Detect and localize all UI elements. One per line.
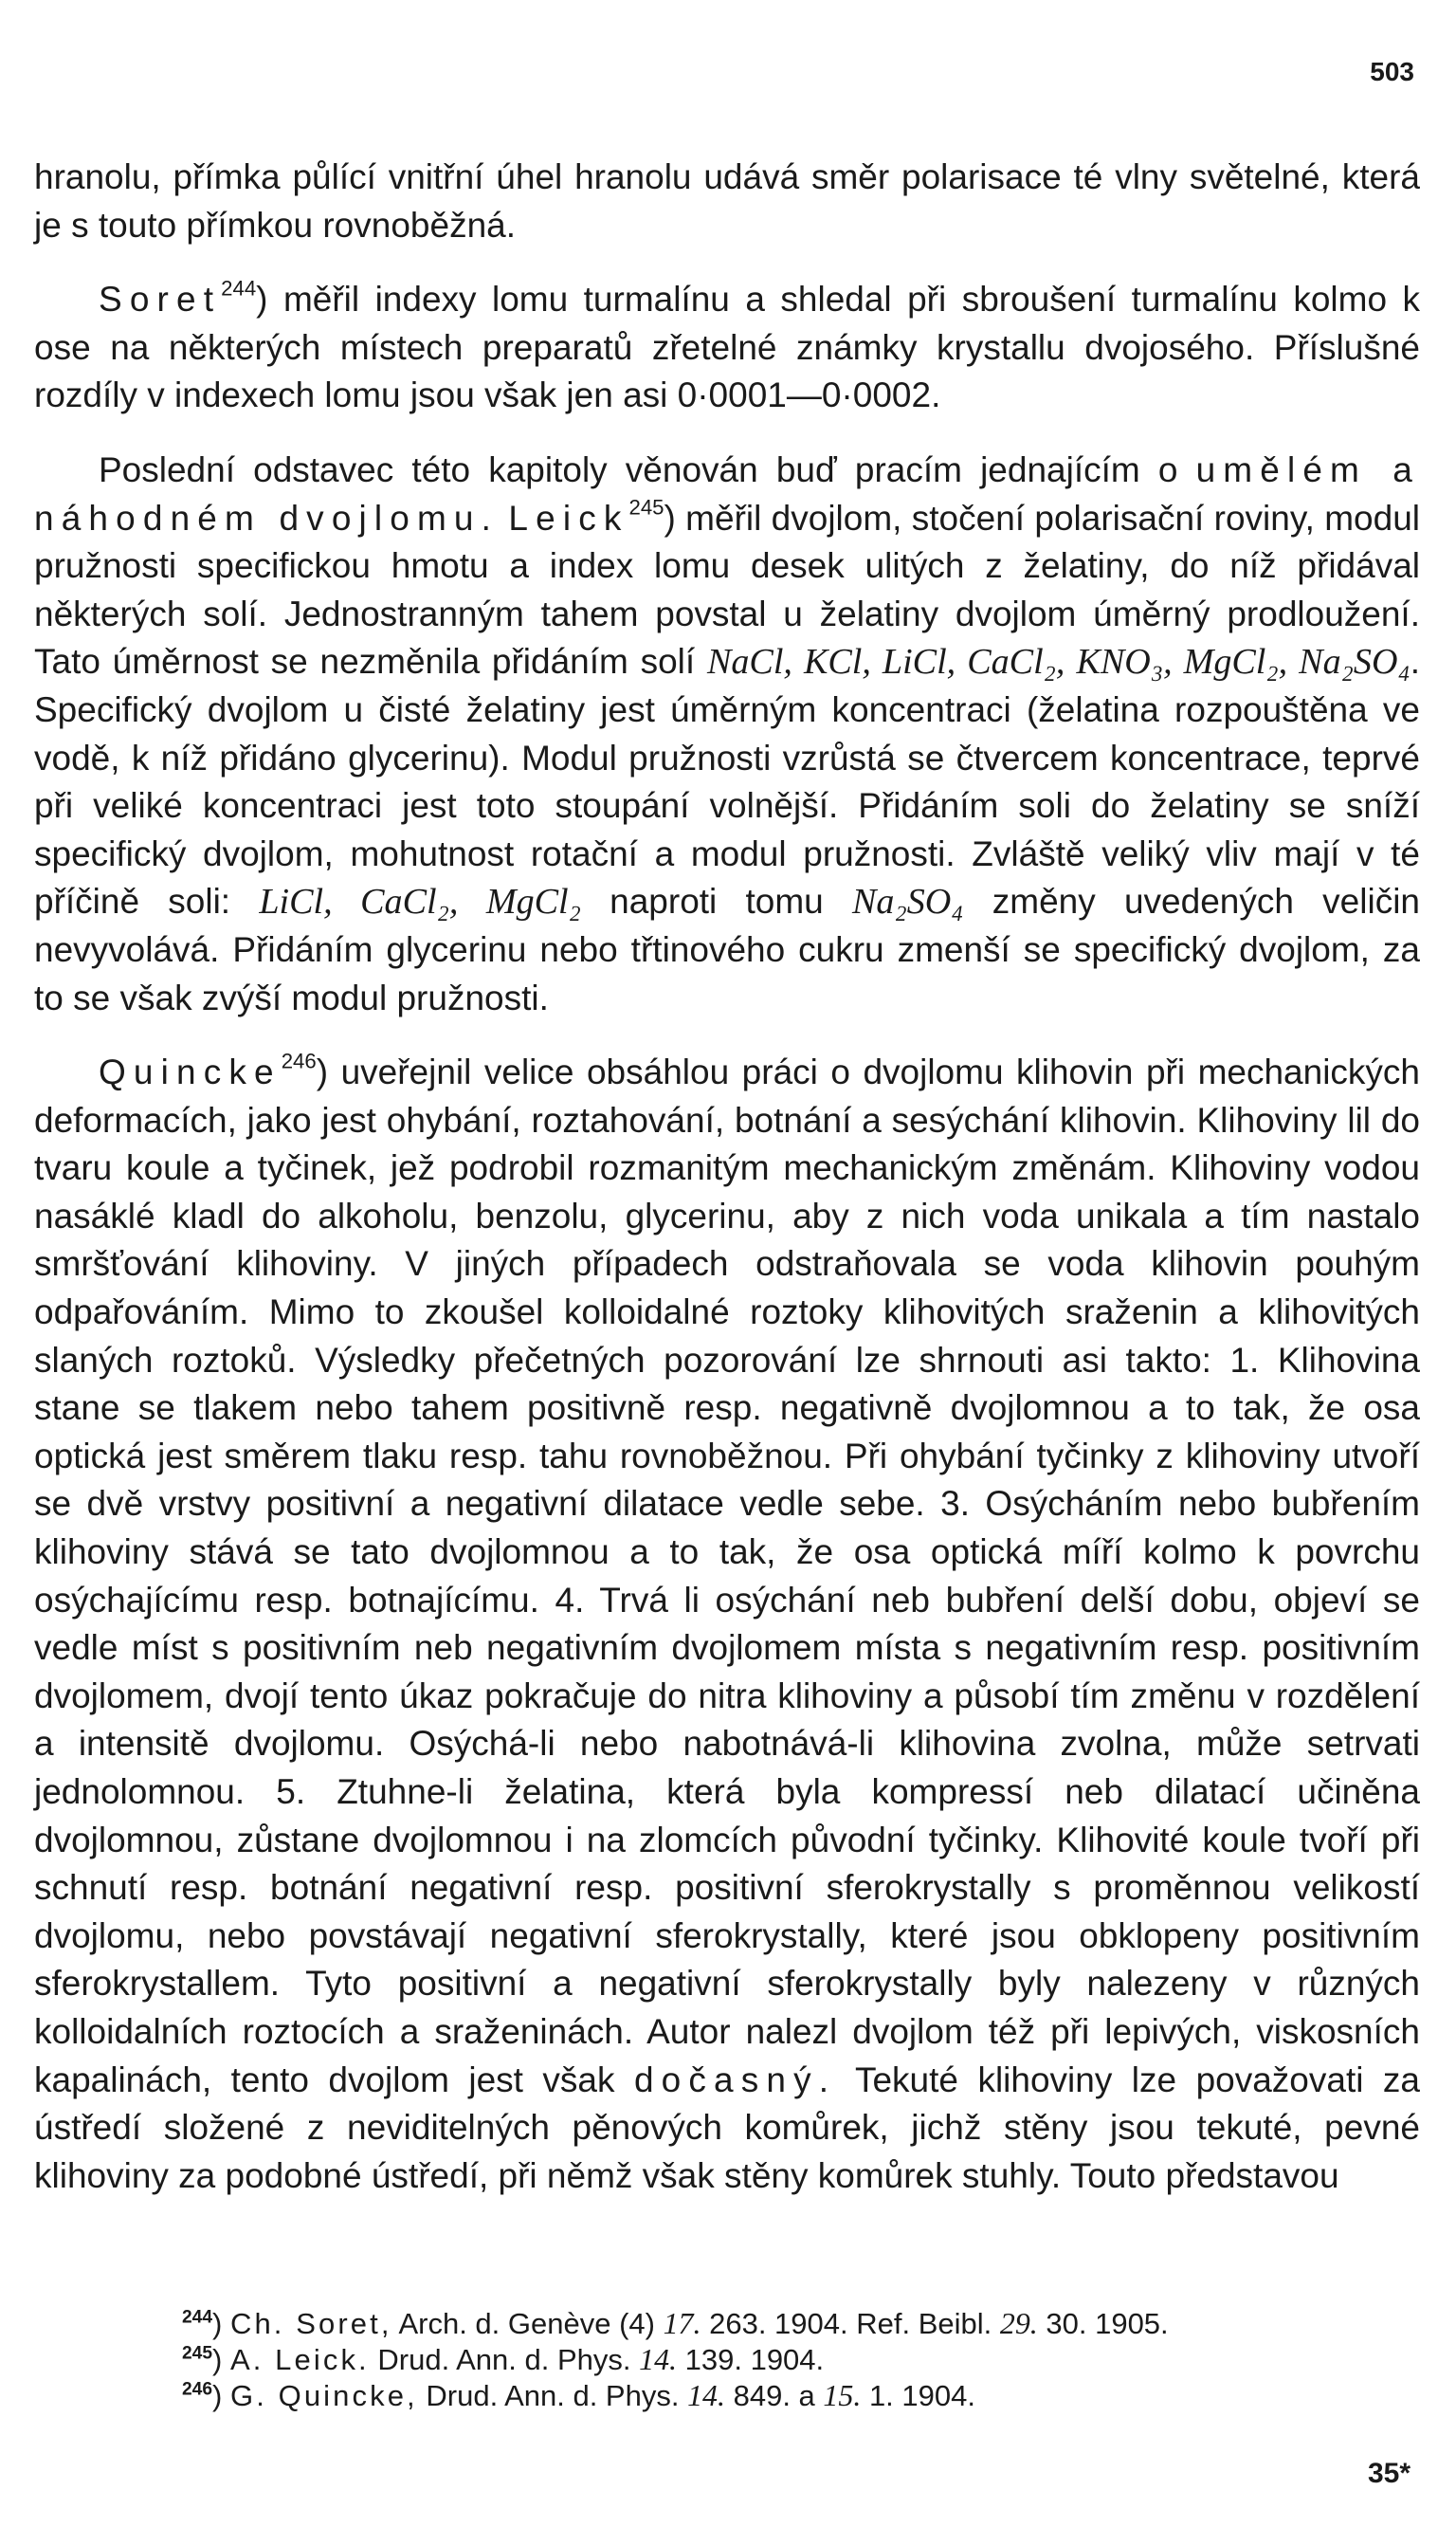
paragraph-3-text-3: . Specifický dvojlom u čisté želatiny jest úměrným koncentraci (želatina rozpouštěna ve vodě, k níž přidáno glycerinu). Modul pružnosti vzrůstá se čtvercem koncentrace, teprvé při veliké koncentraci jest toto stoupání volnější. Přidáním soli do želatiny se sníží specifický dvojlom, mohutnost rotační a modul pružnosti. Zvláště veliký vliv mají v té příčině soli: [34,642,1421,922]
footnote-rest: 849. a [725,2379,824,2412]
paragraph-3-text-1: Poslední odstavec této kapitoly věnován buď pracím jednajícím o [99,449,1196,489]
paragraph-3 [34,447,1420,1022]
footnote-volume: 17. [663,2307,701,2340]
footnotes [182,2306,1414,2414]
salt-list: NaCl, KCl, LiCl, CaCl₂, KNO₃, MgCl₂, Na₂SO₄ [706,642,1410,683]
footnote-mark: 246 [182,2379,213,2400]
footnote-author: Ch. Soret, [229,2307,392,2340]
footnote-rest-2: 30. 1905. [1037,2307,1169,2340]
paragraph-1-text: hranolu, přímka půlící vnitřní úhel hranolu udává směr polarisace té vlny světelné, která je s touto přímkou rovnoběžná. [34,157,1420,245]
footnote-rest-2: 1. 1904. [861,2379,975,2412]
body-text [34,154,1420,2200]
paragraph-3-text-2: ) měřil dvojlom, stočení polarisační roviny, modul pružnosti specifickou hmotu a index lomu desek ulitých z želatiny, do níž přidával některých solí. Jednostranným tahem povstal u želatiny dvojlom úměrný prodloužení. Tato úměrnost se nezměnila přidáním solí [34,498,1420,682]
footnote-text: Drud. Ann. d. Phys. [417,2379,688,2412]
paragraph-4 [34,1049,1420,2200]
author-soret: Soret [99,280,222,320]
salt-list-2: LiCl, CaCl₂, MgCl₂ [259,882,581,923]
footnote-mark: 245 [182,2343,213,2364]
footnote-volume-2: 29. [999,2307,1038,2340]
author-leick: Leick [508,498,629,538]
footnote-volume-2: 15. [823,2379,862,2412]
signature-mark: 35* [1367,2458,1410,2489]
footnote-ref-244: 244 [221,276,257,301]
paragraph-1 [34,154,1420,249]
footnote-volume: 14. [687,2379,725,2412]
page-number: 503 [1370,57,1414,86]
paragraph-4-text-2: Tekuté klihoviny lze považovati za ústředí složené z neviditelných pěnových komůrek, jichž stěny jsou tekuté, pevné klihoviny za podobné ústředí, při němž však stěny komůrek stuhly. Touto představou [34,2060,1420,2195]
footnote-246: $^{246}$) G. Quincke, Drud. Ann. d. Phys. 14. 849. a 15. 1. 1904. [182,2379,975,2412]
paragraph-2-text: ) měřil indexy lomu turmalínu a shledal při sbroušení turmalínu kolmo k ose na některých místech preparatů zřetelné známky krystallu dvojosého. Příslušné rozdíly v indexech lomu jsou však jen asi 0·0001—0·0002. [34,280,1420,415]
footnote-text: Arch. d. Genève (4) [391,2307,664,2340]
paragraph-2 [34,276,1420,420]
paragraph-4-text-1: ) uveřejnil velice obsáhlou práci o dvojlomu klihovin při mechanických deformacích, jako jest ohybání, roztahování, botnání a sesýchání klihovin. Klihoviny lil do tvaru koule a tyčinek, jež podrobil rozmanitým mechanickým změnám. Klihoviny vodou nasáklé kladl do alkoholu, benzolu, glycerinu, aby z nich voda unikala a tím nastalo smršťování klihoviny. V jiných případech odstraňovala se voda klihovin pouhým odpařováním. Mimo to zkoušel kolloidalné roztoky klihovitých sraženin a klihovitých slaných roztoků. Výsledky přečetných pozorování lze shrnouti asi takto: 1. Klihovina stane se tlakem nebo tahem positivně resp. negativně dvojlomnou a to tak, že osa optická jest směrem tlaku resp. tahu rovnoběžnou. Při ohybání tyčinky z klihoviny utvoří se dvě vrstvy positivní a negativní dilatace vedle sebe. 3. Osýcháním nebo bubřením klihoviny stává se tato dvojlomnou a to tak, že osa optická míří kolmo k povrchu osýchajícímu resp. botnajícímu. 4. Trvá li osýchání neb bubření delší dobu, objeví se vedle míst s positivním neb negativním dvojlomem místa s negativním resp. positivním dvojlomem, dvojí tento úkaz pokračuje do nitra klihoviny a působí tím změnu v rozdělení a intensitě dvojlomu. Osýchá-li nebo nabotnává-li klihovina zvolna, může setrvati jednolomnou. 5. Ztuhne-li želatina, která byla kompressí neb dilatací učiněna dvojlomnou, zůstane dvojlomnou i na zlomcích původní tyčinky. Klihovité koule tvoří při schnutí resp. botnání negativní resp. positivní sferokrystally s proměnnou velikostí dvojlomu, nebo povstávají negativní sferokrystally, které jsou obklopeny positivním sferokrystallem. Tyto positivní a negativní sferokrystally byly nalezeny v různých kolloidalních roztocích a sraženinách. Autor nalezl dvojlom též při lepivých, viskosních kapalinách, tento dvojlom jest však [34,1053,1420,2099]
footnote-rest: 139. 1904. [677,2343,825,2376]
footnote-mark: 244 [182,2307,213,2328]
author-quincke: Quincke [99,1053,282,1092]
footnote-author: A. Leick. [229,2343,370,2376]
paragraph-3-text-5: změny uvedených veličin nevyvolává. Přidáním glycerinu nebo třtinového cukru zmenší se specifický dvojlom, za to se však zvýší modul pružnosti. [34,882,1420,1017]
footnote-245: $^{245}$) A. Leick. Drud. Ann. d. Phys. 14. 139. 1904. [182,2343,825,2376]
paragraph-3-emphasis: umělém a náhodném dvojlomu. [34,449,1420,538]
footnote-volume: 14. [639,2343,678,2376]
footnote-ref-246: 246 [281,1049,317,1073]
salt-sulfate: Na₂SO₄ [851,882,964,923]
footnote-ref-245: 245 [628,494,664,519]
footnote-rest: 263. 1904. Ref. Beibl. [701,2307,1000,2340]
paragraph-3-text-4: naproti tomu [580,882,852,922]
footnote-text: Drud. Ann. d. Phys. [369,2343,640,2376]
paragraph-4-emphasis: dočasný. [633,2060,837,2099]
footnote-244: $^{244}$) Ch. Soret, Arch. d. Genève (4) 17. 263. 1904. Ref. Beibl. 29. 30. 1905. [182,2307,1169,2340]
footnote-author: G. Quincke, [229,2379,418,2412]
